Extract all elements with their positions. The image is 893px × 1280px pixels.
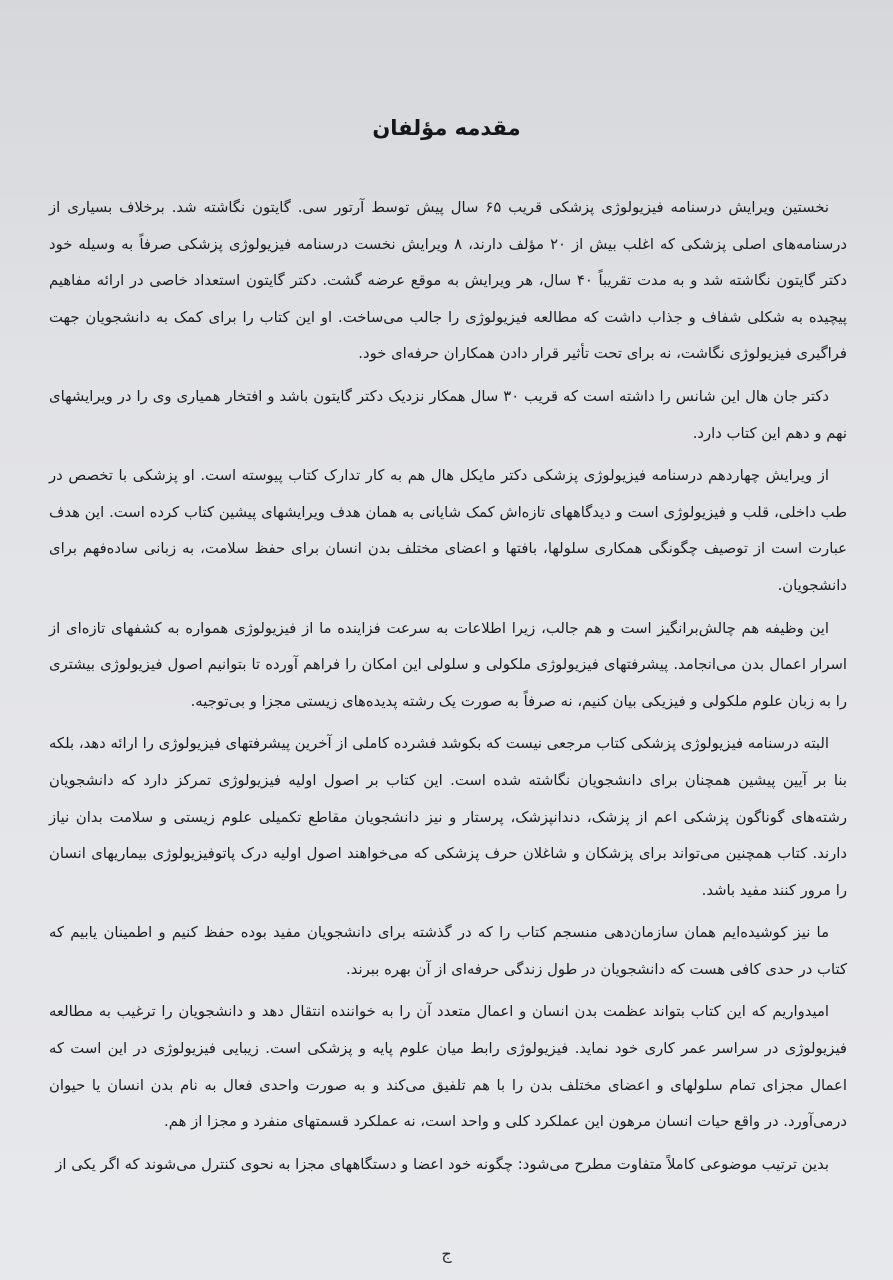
paragraph: ما نیز کوشیده‌ایم همان سازمان‌دهی منسجم کتاب را که در گذشته برای دانشجویان مفید بوده حفظ کنیم و اطمینان یابیم که کتاب در حدی کافی هست که دانشجویان در طول زندگی حرفه‌ای از آن بهره ببرند. [49, 924, 847, 978]
paragraph: دکتر جان هال این شانس را داشته است که قریب ۳۰ سال همکار نزدیک دکتر گایتون باشد و افتخار همیاری وی را در ویرایشهای نهم و دهم این کتاب دارد. [49, 387, 847, 442]
page-title: مقدمه مؤلفان [372, 116, 521, 140]
page-number: ج [441, 1244, 452, 1263]
paragraph: البته درسنامه فیزیولوژی پزشکی کتاب مرجعی نیست که بکوشد فشرده کاملی از آخرین پیشرفتهای فیزیولوژی را ارائه دهد، بلکه بنا بر آیین پیشین همچنان برای دانشجویان نگاشته شده است. این کتاب بر اصول اولیه فیزیولوژی تمرکز دارد که دانشجویان رشته‌های گوناگون پزشکی اعم از پزشک، دندانپزشک، پرستار و نیز دانشجویان مقاطع تکمیلی علوم زیستی و سلامت بدان نیاز دارند. کتاب همچنین می‌تواند برای پزشکان و شاغلان حرف پزشکی که می‌خواهند اصول اولیه درک پاتوفیزیولوژی بیماریهای انسان را مرور کنند مفید باشد. [49, 735, 847, 899]
paragraph: از ویرایش چهاردهم درسنامه فیزیولوژی پزشکی دکتر مایکل هال هم به کار تدارک کتاب پیوسته است. او پزشکی با تخصص در طب داخلی، قلب و فیزیولوژی است و دیدگاههای تازه‌اش کمک شایانی به همان هدف ویرایشهای پیشین کتاب کرده است. این هدف عبارت است از توصیف چگونگی همکاری سلولها، بافتها و اعضای مختلف بدن انسان برای حفظ سلامت، به زبانی ساده‌فهم برای دانشجویان. [49, 467, 847, 594]
preface-body [49, 190, 847, 1189]
paragraph: این وظیفه هم چالش‌برانگیز است و هم جالب، زیرا اطلاعات به سرعت فزاینده ما از فیزیولوژی همواره به کشفهای تازه‌ای از اسرار اعمال بدن می‌انجامد. پیشرفتهای فیزیولوژی ملکولی و سلولی این امکان را فراهم آورده تا بتوانیم اصول فیزیولوژی بیشتری را به زبان علوم ملکولی و فیزیکی بیان کنیم، نه صرفاً به صورت یک رشته پدیده‌های زیستی مجزا و بی‌توجیه. [49, 619, 847, 710]
paragraph: نخستین ویرایش درسنامه فیزیولوژی پزشکی قریب ۶۵ سال پیش توسط آرتور سی. گایتون نگاشته شد. برخلاف بسیاری از درسنامه‌های اصلی پزشکی که اغلب بیش از ۲۰ مؤلف دارند، ۸ ویرایش نخست درسنامه فیزیولوژی پزشکی صرفاً به وسیله خود دکتر گایتون نگاشته شد و به مدت تقریباً ۴۰ سال، هر ویرایش به موقع عرضه گشت. دکتر گایتون استعداد خاصی در ارائه مفاهیم پیچیده به شکلی شفاف و جذاب داشت که مطالعه فیزیولوژی را جالب می‌ساخت. او این کتاب را برای کمک به دانشجویان جهت فراگیری فیزیولوژی نگاشت، نه برای تحت تأثیر قرار دادن همکاران حرفه‌ای خود. [49, 199, 847, 363]
paragraph: امیدواریم که این کتاب بتواند عظمت بدن انسان و اعمال متعدد آن را به خواننده انتقال دهد و دانشجویان را ترغیب به مطالعه فیزیولوژی در سراسر عمر کاری خود نماید. فیزیولوژی رابط میان علوم پایه و پزشکی است. زیبایی فیزیولوژی در این است که اعمال مجزای تمام سلولهای و اعضای مختلف بدن را با هم تلفیق می‌کند و به صورت واحدی فعال به نام بدن انسان یا حیوان درمی‌آورد. در واقع حیات انسان مرهون این عملکرد کلی و واحد است، نه عملکرد قسمتهای منفرد و مجزا از هم. [49, 1003, 847, 1131]
paragraph: بدین ترتیب موضوعی کاملاً متفاوت مطرح می‌شود: چگونه خود اعضا و دستگاههای مجزا به نحوی کنترل می‌شوند که اگر یکی از [55, 1155, 829, 1173]
